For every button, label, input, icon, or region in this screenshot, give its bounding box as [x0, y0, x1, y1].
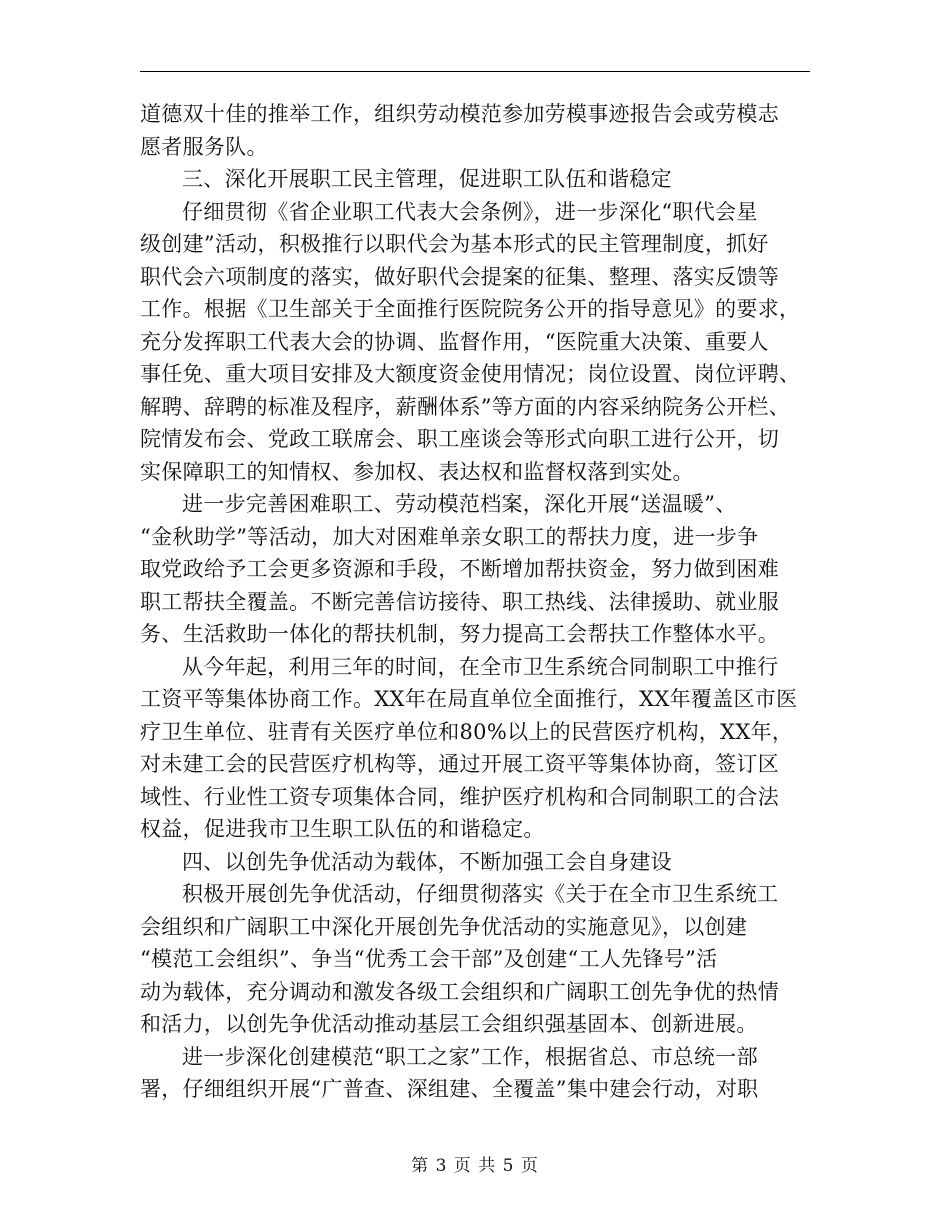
section-heading: 三、深化开展职工民主管理，促进职工队伍和谐稳定	[182, 167, 672, 191]
header-rule	[140, 71, 810, 72]
text-line: 疗卫生单位、驻青有关医疗单位和80%以上的民营医疗机构，XX年，	[140, 719, 794, 744]
text-line: 署，仔细组织开展“广普查、深组建、全覆盖”集中建会行动，对职	[140, 1077, 759, 1101]
text-line: “金秋助学”等活动，加大对困难单亲女职工的帮扶力度，进一步争	[140, 524, 759, 549]
text-line: 和活力，以创先争优活动推动基层工会组织强基固本、创新进展。	[140, 1012, 758, 1036]
text-line: 职代会六项制度的落实，做好职代会提案的征集、整理、落实反馈等	[140, 264, 779, 289]
text-line: 事任免、重大项目安排及大额度资金使用情况；岗位设置、岗位评聘、	[140, 362, 801, 386]
text-line: 务、生活救助一体化的帮扶机制，努力提高工会帮扶工作整体水平。	[140, 622, 779, 646]
text-line: 进一步深化创建模范“职工之家”工作，根据省总、市总统一部	[182, 1044, 758, 1069]
text-line: 权益，促进我市卫生职工队伍的和谐稳定。	[140, 817, 545, 841]
text-line: 工作。根据《卫生部关于全面推行医院院务公开的指导意见》的要求，	[140, 297, 801, 321]
text-line: 会组织和广阔职工中深化开展创先争优活动的实施意见》，以创建	[140, 914, 748, 939]
text-line: “模范工会组织”、争当“优秀工会干部”及创建“工人先锋号”活	[140, 947, 718, 971]
text-line: 充分发挥职工代表大会的协调、监督作用，“医院重大决策、重要人	[140, 329, 769, 354]
text-line: 实保障职工的知情权、参加权、表达权和监督权落到实处。	[140, 459, 694, 484]
text-line: 动为载体，充分调动和激发各级工会组织和广阔职工创先争优的热情	[140, 979, 779, 1004]
text-line: 进一步完善困难职工、劳动模范档案，深化开展“送温暖”、	[182, 492, 737, 516]
text-line: 道德双十佳的推举工作，组织劳动模范参加劳模事迹报告会或劳模志	[140, 102, 779, 126]
text-line: 仔细贯彻《省企业职工代表大会条例》，进一步深化“职代会星	[182, 199, 758, 224]
text-line: 积极开展创先争优活动，仔细贯彻落实《关于在全市卫生系统工	[182, 882, 779, 906]
text-line: 愿者服务队。	[140, 134, 268, 159]
body-text	[140, 98, 810, 1106]
text-line: 工资平等集体协商工作。XX年在局直单位全面推行，XX年覆盖区市医	[140, 687, 798, 711]
text-line: 院情发布会、党政工联席会、职工座谈会等形式向职工进行公开，切	[140, 427, 779, 451]
text-line: 解聘、辞聘的标准及程序，薪酬体系”等方面的内容采纳院务公开栏、	[140, 394, 791, 419]
text-line: 级创建”活动，积极推行以职代会为基本形式的民主管理制度，抓好	[140, 232, 769, 256]
section-heading: 四、以创先争优活动为载体，不断加强工会自身建设	[182, 849, 672, 874]
text-line: 取党政给予工会更多资源和手段，不断增加帮扶资金，努力做到困难	[140, 557, 779, 581]
text-line: 职工帮扶全覆盖。不断完善信访接待、职工热线、法律援助、就业服	[140, 589, 779, 614]
text-line: 从今年起，利用三年的时间，在全市卫生系统合同制职工中推行	[182, 654, 779, 679]
text-line: 域性、行业性工资专项集体合同，维护医疗机构和合同制职工的合法	[140, 784, 779, 809]
page-number-footer: 第 3 页 共 5 页	[411, 1156, 539, 1176]
text-line: 对未建工会的民营医疗机构等，通过开展工资平等集体协商，签订区	[140, 752, 779, 776]
